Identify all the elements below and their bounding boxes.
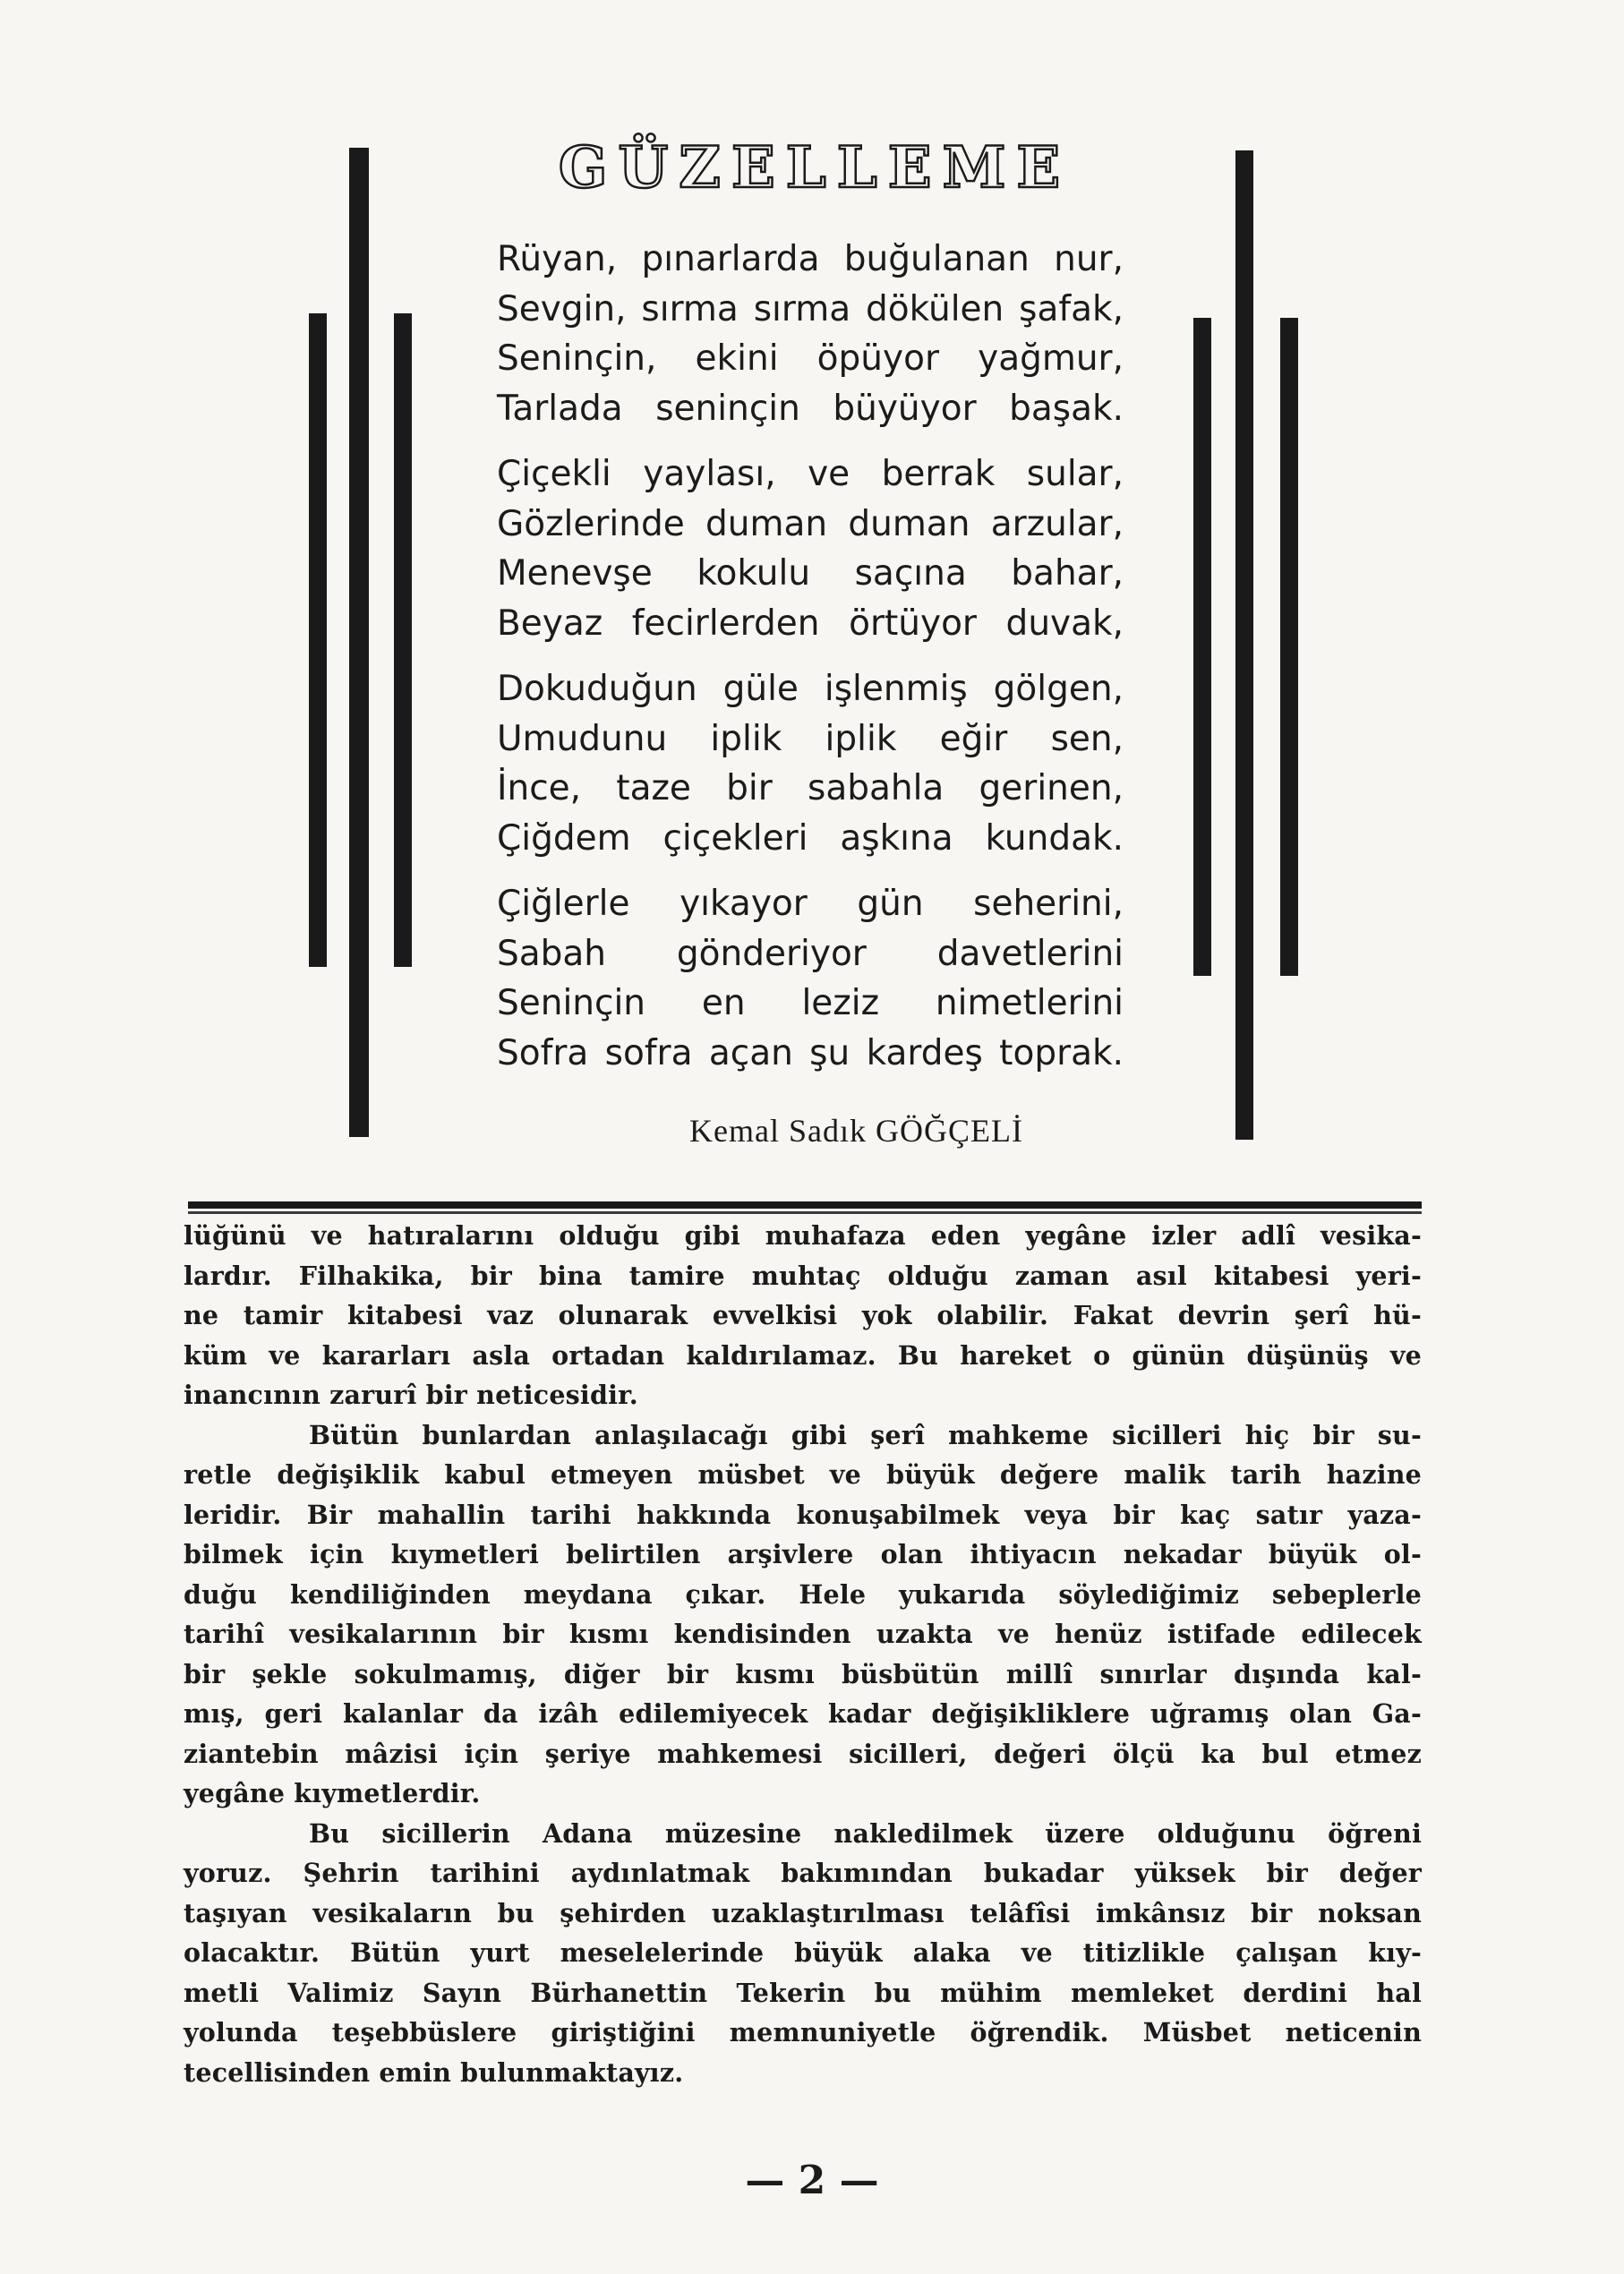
article-line: bir şekle sokulmamış, diğer bir kısmı büsbütün millî sınırlar dışında kal- (184, 1658, 1422, 1689)
poem-line: Sofra sofra açan şu kardeş toprak. (497, 1032, 1124, 1073)
decorative-bar-left-outer (309, 313, 327, 967)
poem-line: İnce, taze bir sabahla gerinen, (497, 768, 1124, 808)
article-line: inancının zarurî bir neticesidir. (184, 1380, 638, 1410)
decorative-bar-right-inner (1193, 318, 1211, 976)
poem-line: Seninçin en leziz nimetlerini (497, 983, 1124, 1023)
poem-author: Kemal Sadık GÖĞÇELİ (689, 1113, 1023, 1149)
article-text (184, 1216, 1422, 2092)
article-line: yegâne kıymetlerdir. (184, 1778, 481, 1808)
poem-line: Seninçin, ekini öpüyor yağmur, (497, 338, 1124, 379)
article-line: leridir. Bir mahallin tarihi hakkında konuşabilmek veya bir kaç satır yaza- (184, 1499, 1422, 1530)
article-line: Bütün bunlardan anlaşılacağı gibi şerî mahkeme sicilleri hiç bir su- (309, 1419, 1422, 1450)
poem-line: Rüyan, pınarlarda buğulanan nur, (497, 239, 1124, 279)
poem-line: Çiçekli yaylası, ve berrak sular, (497, 454, 1124, 494)
poem-title: GÜZELLEME (558, 134, 1072, 201)
decorative-bar-right-outer (1280, 318, 1298, 976)
poem-line: Dokuduğun güle işlenmiş gölgen, (497, 669, 1124, 709)
page-number: — 2 — (745, 2158, 879, 2203)
poem-line: Sevgin, sırma sırma dökülen şafak, (497, 288, 1124, 329)
article-line: retle değişiklik kabul etmeyen müsbet ve büyük değere malik tarih hazine (184, 1459, 1422, 1490)
article-line: yolunda teşebbüslere giriştiğini memnuniyetle öğrendik. Müsbet neticenin (184, 2017, 1422, 2047)
poem-line: Sabah gönderiyor davetlerini (497, 933, 1124, 974)
article-line: lardır. Filhakika, bir bina tamire muhtaç olduğu zaman asıl kitabesi yeri- (184, 1260, 1422, 1291)
decorative-bar-right-tall (1235, 150, 1253, 1140)
poem-line: Tarlada seninçin büyüyor başak. (497, 388, 1124, 429)
poem-stanza (497, 449, 1124, 648)
section-divider (188, 1201, 1422, 1209)
article-line: tecellisinden emin bulunmaktayız. (184, 2056, 684, 2088)
article-line: yoruz. Şehrin tarihini aydınlatmak bakımından bukadar yüksek bir değer (184, 1858, 1422, 1888)
poem-line: Çiğlerle yıkayor gün seherini, (497, 884, 1124, 924)
article-line: küm ve kararları asla ortadan kaldırılamaz. Bu hareket o günün düşünüş ve (184, 1339, 1422, 1371)
poem-line: Menevşe kokulu saçına bahar, (497, 553, 1124, 594)
poem-line: Umudunu iplik iplik eğir sen, (497, 718, 1124, 759)
article-line: metli Valimiz Sayın Bürhanettin Tekerin bu mühim memleket derdini hal (184, 1977, 1422, 2008)
article-line: taşıyan vesikaların bu şehirden uzaklaştırılması telâfîsi imkânsız bir noksan (184, 1897, 1422, 1928)
poem-line: Beyaz fecirlerden örtüyor duvak, (497, 603, 1124, 644)
article-line: ne tamir kitabesi vaz olunarak evvelkisi yok olabilir. Fakat devrin şerî hü- (184, 1300, 1422, 1330)
poem-line: Çiğdem çiçekleri aşkına kundak. (497, 817, 1124, 859)
poem-stanza (497, 879, 1124, 1078)
section-divider-thin (188, 1211, 1422, 1214)
article-line: olacaktır. Bütün yurt meselelerinde büyük alaka ve titizlikle çalışan kıy- (184, 1937, 1422, 1968)
poem-body (497, 235, 1124, 1094)
poem-line: Gözlerinde duman duman arzular, (497, 503, 1124, 544)
article-line: ziantebin mâzisi için şeriye mahkemesi sicilleri, değeri ölçü ka bul etmez (184, 1738, 1422, 1769)
article-line: tarihî vesikalarının bir kısmı kendisinden uzakta ve henüz istifade edilecek (184, 1619, 1422, 1649)
poem-stanza (497, 664, 1124, 863)
article-line: duğu kendiliğinden meydana çıkar. Hele yukarıda söylediğimiz sebeplerle (184, 1578, 1422, 1610)
article-line: lüğünü ve hatıralarını olduğu gibi muhafaza eden yegâne izler adlî vesika- (184, 1220, 1422, 1251)
article-line: mış, geri kalanlar da izâh edilemiyecek kadar değişikliklere uğramış olan Ga- (184, 1698, 1422, 1729)
article-line: Bu sicillerin Adana müzesine nakledilmek üzere olduğunu öğreni (309, 1817, 1422, 1849)
decorative-bar-left-tall (349, 148, 369, 1137)
article-line: bilmek için kıymetleri belirtilen arşivlere olan ihtiyacın nekadar büyük ol- (184, 1539, 1422, 1569)
poem-stanza (497, 235, 1124, 433)
decorative-bar-left-inner (394, 313, 412, 967)
